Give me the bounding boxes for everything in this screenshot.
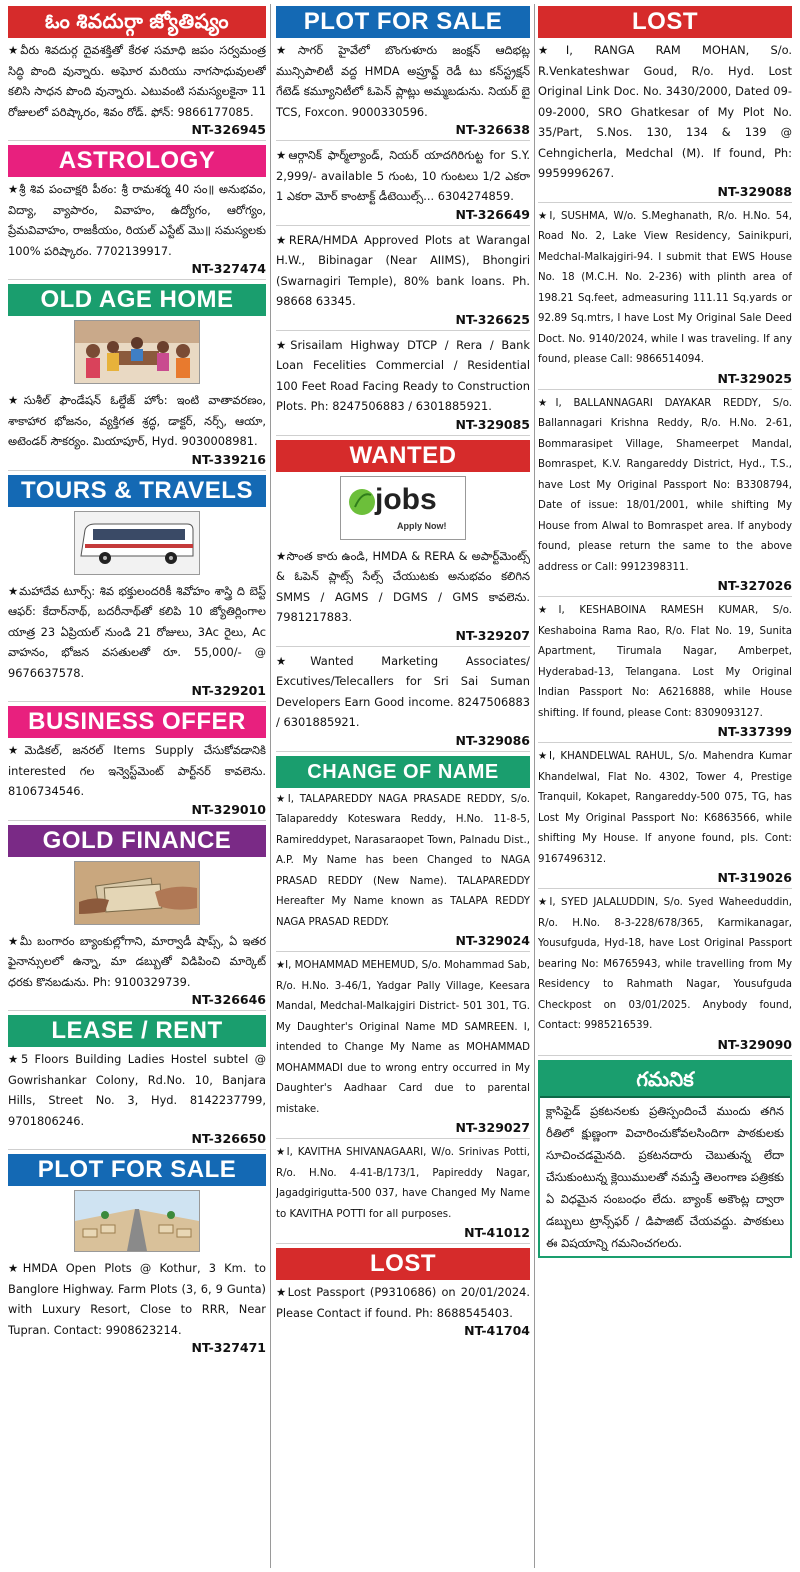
business-offer-ad: ★మెడికల్, జనరల్ Items Supply చేసుకోవడానికి interested గల ఇన్వెస్ట్‌మెంట్ పార్ట్‌నర్ కావలెను. 8106734546.: [8, 743, 266, 798]
jobs-logo-sub: Apply Now!: [397, 520, 447, 531]
lost-ad: ★I, KESHABOINA RAMESH KUMAR, S/o. Keshaboina Rama Rao, R/o. Flat No. 19, Sunita Apartment, Tirumala Nagar, Amberpet, Hyderabad-13, Telangana. Lost My Original Indian Passport No: A6216888, while House shifting. If found, please Cont: 8309093127.: [538, 605, 792, 719]
ad-code: NT-326649: [276, 207, 530, 226]
plot-ad: ★సాగర్ హైవేలో బొంగుళూరు జంక్షన్ ఆదిభట్ల మున్సిపాలిటీ వద్ద HMDA అప్రూవ్డ్ రెడీ టు కన్‌స్ట్రక్షన్ గేటెడ్ కమ్యూనిటీలో ఓపెన్ ప్లాట్లు అమ్మబడును. నియర్ బై TCS, Foxcon. 9000330596.: [276, 43, 530, 119]
jobs-leaf-icon: [347, 487, 377, 517]
notice-header: గమనిక: [540, 1062, 790, 1098]
astrology-telugu-ad: ★వీరు శివదుర్గ దైవశక్తితో కేరళ సమాధి జపం సర్వమంత్ర సిద్ధి పొంది వున్నారు. అఘోర మరియు నాగసాధువులతో కలిసి సాధన పొంది వున్నారు. ఎటువంటి సమస్యలకైనా 11 రోజులలో పరిష్కారం, శివం రోడ్. ఫోన్: 9866177085.: [8, 43, 266, 119]
ad-code: NT-329027: [276, 1120, 530, 1139]
ad-code: NT-329201: [8, 683, 266, 702]
plot-sale-ad-2: ★HMDA Open Plots @ Kothur, 3 Km. to Banglore Highway. Farm Plots (3, 6, 9 Gunta) with Luxury Resort, Close to RRR, Near Tupran. Contact: 9908623214.: [8, 1261, 266, 1337]
lost-ad: ★I, SYED JALALUDDIN, S/o. Syed Waheeduddin, R/o. H.No. 8-3-228/678/365, Karmikanagar, Yousufguda, Hyd-18, have Lost Original Passport bearing No: M6765943, while travelling from My Residency to Rahmath Nagar, Yousufguda Checkpost on 03/01/2025. Anybody found, Contact: 9985216539.: [538, 897, 792, 1031]
ad-code: NT-329090: [538, 1037, 792, 1056]
old-age-home-ad: ★సుశీల్ ఫౌండేషన్ ఓల్డేజ్ హోం: ఇంటి వాతావరణం, శాకాహార భోజనం, వ్యక్తిగత శ్రద్ధ, డాక్టర్, నర్స్, ఆయా, అటెండర్ సౌకర్యం. మియాపూర్, Hyd. 9030008981.: [8, 393, 266, 448]
name-change-ad: ★I, MOHAMMAD MEHEMUD, S/o. Mohammad Sab, R/o. H.No. 3-46/1, Yadgar Pally Village, Keesara Mandal, Medchal-Malkajgiri District- 501 301, TG. My Daughter's Original Name MD SAMREEN. I, intended to Change My Name as MOHAMMAD MOHAMMADI due to wrong entry occurred in My Daughter's Aadhaar Card due to parental mistake.: [276, 960, 530, 1115]
column-divider: [534, 4, 535, 1568]
old-age-home-header: OLD AGE HOME: [8, 284, 266, 316]
ad-code: NT-41012: [276, 1225, 530, 1244]
lost-ad: ★I, SUSHMA, W/o. S.Meghanath, R/o. H.No. 54, Road No. 2, Lake View Residency, Sainikpuri, Medchal-Malkajgiri-94. I submit that EWS House No. 18 (M.C.H. No. 2-236) with plinth area of 198.21 Sq.feet, admeasuring 111.11 Sq.yards or 92.89 Sq.mtrs, I have Lost My Original Sale Deed Doct. No. 9140/2024, while I was traveling. If any found, please Call: 9866514094.: [538, 210, 792, 365]
ad-code: NT-329024: [276, 933, 530, 952]
plot-ad: ★RERA/HMDA Approved Plots at Warangal H.W., Bibinagar (Near AIIMS), Bhongiri (Swarnagiri Temple), 80% bank loans. Ph. 98668 63345.: [276, 232, 530, 308]
lost-header: LOST: [538, 6, 792, 38]
wanted-ad: ★సొంత కారు ఉండి, HMDA & RERA & అపార్ట్‌మెంట్స్ & ఓపెన్ ప్లాట్స్ సేల్స్ చేయుటకు అనుభవం కలిగిన SMMS / AGMS / DGMS / GMS కావలెను. 7981217883.: [276, 548, 530, 624]
ad-code: NT-326646: [8, 992, 266, 1011]
astrology-header: ASTROLOGY: [8, 145, 266, 177]
ad-code: NT-329086: [276, 733, 530, 752]
ad-code: NT-326945: [8, 122, 266, 141]
ad-code: NT-319026: [538, 870, 792, 889]
jobs-logo-text: jobs: [375, 482, 437, 516]
old-age-home-photo: [74, 320, 200, 384]
notice-text: క్లాసిఫైడ్ ప్రకటనలకు ప్రతిస్పందించే ముందు తగిన రీతిలో క్షుణ్ణంగా విచారించుకోవలసిందిగా పాఠకులకు సూచించడమైనది. ప్రకటనదారు చెబుతున్న లేదా చేసుకుంటున్న క్లెయిములతో నమస్తే తెలంగాణ పత్రికకు ఏ విధమైన సంబంధం లేదు. బ్యాంక్ అకౌంట్ల ద్వారా డబ్బులు ట్రాన్స్‌ఫర్ / డిపాజిట్ చేయవద్దు. పాఠకులు ఈ విషయాన్ని గమనించగలరు.: [546, 1103, 784, 1250]
lost-ad: ★I, BALLANNAGARI DAYAKAR REDDY, S/o. Ballannagari Krishna Reddy, R/o. H.No. 2-61, Bommarasipet Village, Shameerpet Mandal, Bomraspet, K.V. Rangareddy District, Hyd., T.S., have Lost My Original Passport No: B3308794, Date of issue: 18/01/2001, while shifting My House from Alwal to Bomraspet area. If anybody found, please return the same to the above address or Call: 9912398311.: [538, 397, 792, 573]
name-change-ad: ★I, KAVITHA SHIVANAGAARI, W/o. Srinivas Potti, R/o. H.No. 4-41-B/173/1, Papireddy Nagar, Jagadgirigutta-500 037, have Changed My Name to KAVITHA POTTI for all purposes.: [276, 1147, 530, 1220]
ad-code: NT-329088: [538, 184, 792, 203]
ad-code: NT-329085: [276, 417, 530, 436]
plot-for-sale-header: PLOT FOR SALE: [276, 6, 530, 38]
ad-code: NT-329010: [8, 802, 266, 821]
ad-code: NT-337399: [538, 724, 792, 743]
name-change-ad: ★I, TALAPAREDDY NAGA PRASADE REDDY, S/o. Talapareddy Koteswara Reddy, H.No. 11-8-5, Ramireddypet, Narasaraopet Town, Palnadu Dist., A.P. My Name has been Changed to NAGA PRASAD REDDY (New Name). TALAPAREDDY Hereafter My Name known as TALAPA REDDY NAGA PRASAD REDDY.: [276, 793, 530, 928]
ad-code: NT-339216: [8, 452, 266, 471]
ad-code: NT-329025: [538, 371, 792, 390]
ad-code: NT-326638: [276, 122, 530, 141]
ad-code: NT-327026: [538, 578, 792, 597]
lease-rent-header: LEASE / RENT: [8, 1015, 266, 1047]
bus-photo: [74, 511, 200, 575]
ad-code: NT-326625: [276, 312, 530, 331]
notice-box: [538, 1060, 792, 1258]
astrology-telugu-header: ఓం శివదుర్గా జ్యోతిష్యం: [8, 6, 266, 38]
money-hand-photo: [74, 861, 200, 925]
change-of-name-header: CHANGE OF NAME: [276, 756, 530, 788]
column-2: [276, 6, 530, 1566]
ad-code: NT-327474: [8, 261, 266, 280]
gold-finance-header: GOLD FINANCE: [8, 825, 266, 857]
ad-code: NT-41704: [464, 1323, 530, 1338]
wanted-header: WANTED: [276, 440, 530, 472]
plot-ad: ★ఆర్గానిక్ ఫార్మ్‌ల్యాండ్, నియర్ యాదగిరిగుట్ట for S.Y. 2,999/- available 5 గుంట, 10 గుంటలు 1/2 ఎకరా 1 ఎకరా మోర్ కాంటాక్ట్ డీటెయిల్స్... 6304274859.: [276, 148, 530, 203]
plots-layout-photo: [74, 1190, 200, 1252]
lease-rent-ad: ★5 Floors Building Ladies Hostel subtel @ Gowrishankar Colony, Rd.No. 10, Banjara Hills, Street No. 3, Hyd. 8142237799, 9701806246.: [8, 1052, 266, 1128]
column-3: [538, 6, 792, 1566]
column-divider: [270, 4, 271, 1568]
ad-code: NT-326650: [8, 1131, 266, 1150]
tours-travels-header: TOURS & TRAVELS: [8, 475, 266, 507]
gold-finance-ad: ★మీ బంగారం బ్యాంకుల్లోగాని, మార్వాడీ షాప్స్, ఏ ఇతర ఫైనాన్సులలో ఉన్నా, మా డబ్బుతో విడిపించి మార్కెట్ ధరకు కొనబడును. Ph: 9100329739.: [8, 933, 266, 989]
lost-header-2: LOST: [276, 1248, 530, 1280]
plot-ad: ★Srisailam Highway DTCP / Rera / Bank Loan Fecelities Commercial / Residential 100 Feet Road Facing Ready to Construction Plots. Ph: 8247506883 / 6301885921.: [276, 337, 530, 413]
tours-ad: ★మహాదేవ టూర్స్: శివ భక్తులందరికీ శివోహం శాస్త్రి ది బెస్ట్ ఆఫర్: కేదార్‌నాథ్, బదరీనాథ్‌తో కలిపి 10 జ్యోతిర్లింగాల యాత్ర 23 ఏప్రియల్ నుండి 21 రోజులు, 3Ac రైలు, Ac వాహనం, భోజన వసతులతో రూ. 55,000/- @ 9676637578.: [8, 583, 266, 680]
astrology-ad: ★శ్రీ శివ పంచాక్షరి పీఠం: శ్రీ రామశర్మ 40 సం॥ అనుభవం, విద్యా, వ్యాపారం, వివాహం, ఉద్యోగం, ఆరోగ్యం, ప్రేమవివాహం, రాజకీయం, రియల్ ఎస్టేట్ మొ॥ సమస్యలకు 100% పరిష్కారం. 7702139917.: [8, 182, 266, 258]
plot-for-sale-header-2: PLOT FOR SALE: [8, 1154, 266, 1186]
column-1: [8, 6, 266, 1566]
lost-passport-ad: ★Lost Passport (P9310686) on 20/01/2024. Please Contact if found. Ph: 8688545403.: [276, 1285, 530, 1320]
ad-code: NT-327471: [191, 1340, 266, 1355]
wanted-ad: ★Wanted Marketing Associates/ Excutives/Telecallers for Sri Sai Suman Developers Earn Good income. 8247506883 / 6301885921.: [276, 653, 530, 729]
business-offer-header: BUSINESS OFFER: [8, 706, 266, 738]
jobs-logo: [340, 476, 466, 540]
lost-ad: ★I, KHANDELWAL RAHUL, S/o. Mahendra Kumar Khandelwal, Flat No. 4302, Tower 4, Prestige Tranquil, Kokapet, Rangareddy-500 075, TG, has Lost My Original Passport No: K6863566, while shifting My House. If anyone found, pls. Cont: 9167496312.: [538, 751, 792, 865]
lost-ad: ★I, RANGA RAM MOHAN, S/o. R.Venkateshwar Goud, R/o. Hyd. Lost Original Link Doc. No. 3430/2000, Dated 09-09-2000, SRO Ghatkesar of My Plot No. 35/Part, S.Nos. 130, 134 & 139 @ Cehngicherla, Medchal (M). If found, Ph: 9959996267.: [538, 43, 792, 180]
ad-code: NT-329207: [276, 628, 530, 647]
